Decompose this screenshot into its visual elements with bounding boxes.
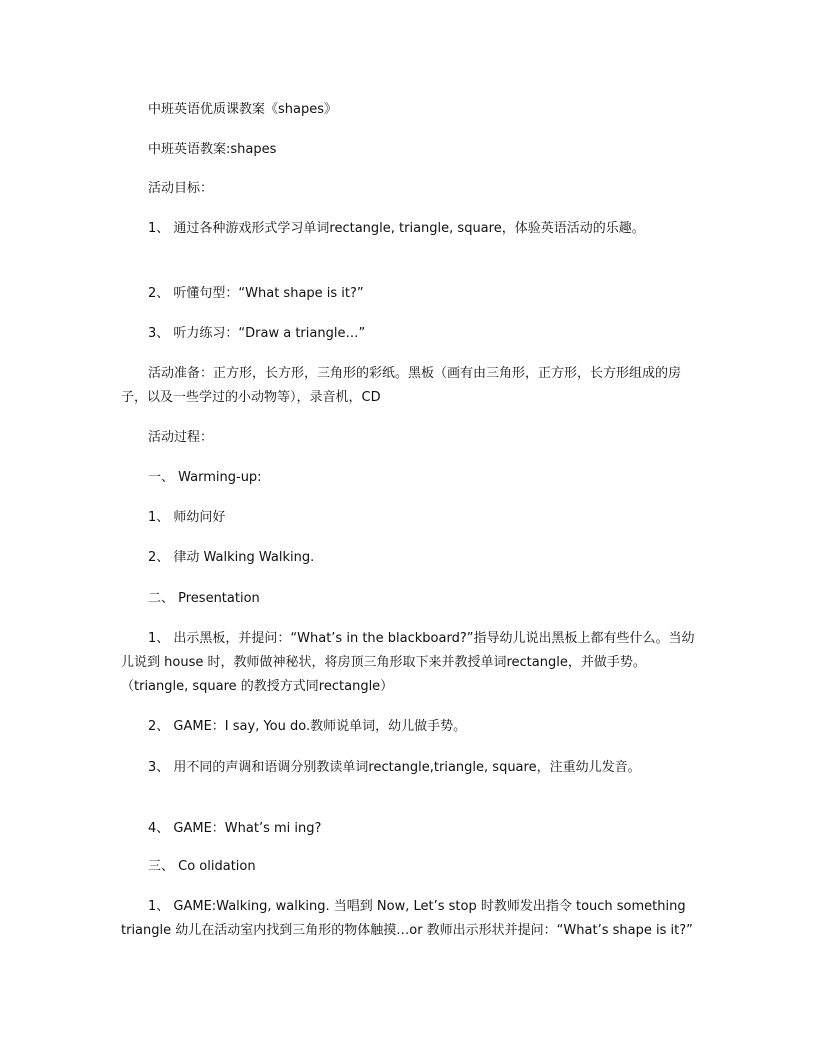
section-2-item-1: 1、 出示黑板，并提问：“What’s in the blackboard?”指导幼儿说出黑板上都有些什么。当幼儿说到 house 时，教师做神秘状，将房顶三角形取下来并教授单词rectangle，并做手势。（triangle, square 的教授方式同rectangle）: [121, 631, 695, 694]
section-1-heading: 一、 Warming-up:: [148, 470, 262, 485]
goal-item-1: 1、 通过各种游戏形式学习单词rectangle, triangle, square，体验英语活动的乐趣。: [148, 221, 645, 236]
section-1-item-1: 1、 师幼问好: [148, 510, 226, 525]
section-2-item-3: 3、 用不同的声调和语调分别教读单词rectangle,triangle, square，注重幼儿发音。: [148, 760, 641, 775]
goal-item-3: 3、 听力练习：“Draw a triangle…”: [148, 326, 366, 341]
section-3-heading: 三、 Co olidation: [148, 859, 256, 874]
section-3-item-1: 1、 GAME:Walking, walking. 当唱到 Now, Let’s stop 时教师发出指令 touch something triangle 幼儿在活动室内找到三角形的物体触摸…or 教师出示形状并提问：“What’s shape is it?”: [121, 899, 693, 938]
section-2-item-2: 2、 GAME：I say, You do.教师说单词，幼儿做手势。: [148, 719, 467, 734]
document-subtitle: 中班英语教案:shapes: [148, 142, 277, 157]
goals-heading: 活动目标：: [148, 181, 214, 196]
document-title: 中班英语优质课教案《shapes》: [148, 102, 338, 117]
section-2-item-4: 4、 GAME：What’s mi ing?: [148, 821, 322, 836]
section-2-heading: 二、 Presentation: [148, 591, 260, 606]
preparation-paragraph: 活动准备：正方形，长方形，三角形的彩纸。黑板（画有由三角形，正方形，长方形组成的房子，以及一些学过的小动物等），录音机，CD: [121, 366, 682, 405]
section-1-item-2: 2、 律动 Walking Walking.: [148, 550, 315, 565]
goal-item-2: 2、 听懂句型：“What shape is it?”: [148, 286, 364, 301]
process-heading: 活动过程：: [148, 430, 214, 445]
